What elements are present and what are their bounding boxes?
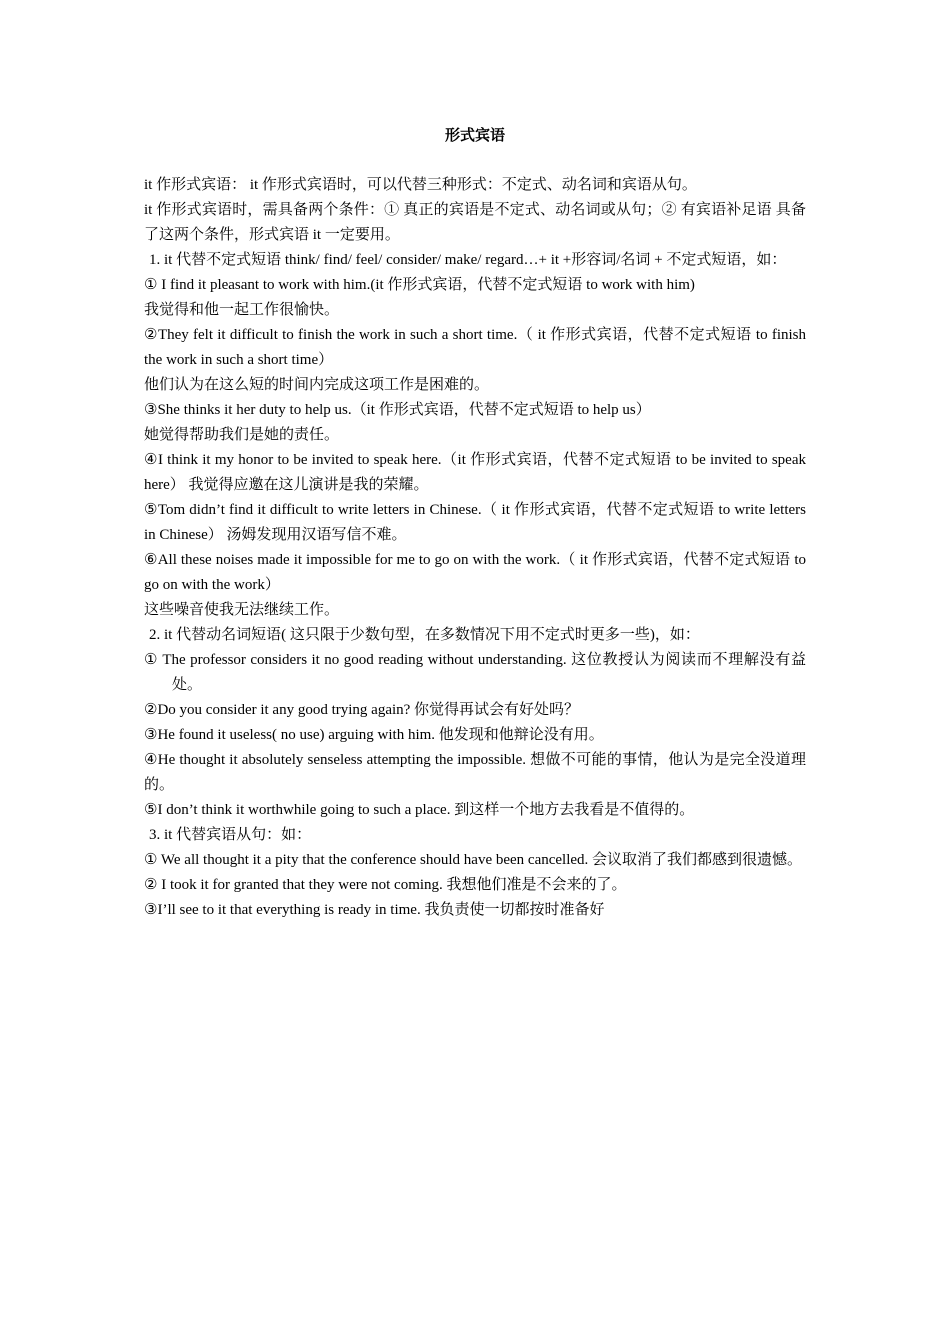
- example-sentence: ③He found it useless( no use) arguing with him. 他发现和他辩论没有用。: [144, 727, 604, 743]
- paragraph-conditions: it 作形式宾语时，需具备两个条件：① 真正的宾语是不定式、动名词或从句；② 有宾语补足语 具备了这两个条件，形式宾语 it 一定要用。: [144, 202, 806, 243]
- example-sentence: ③I’ll see to it that everything is ready in time. 我负责使一切都按时准备好: [144, 902, 605, 918]
- document-page: [144, 124, 806, 923]
- example-translation: 她觉得帮助我们是她的责任。: [144, 427, 340, 443]
- page-title: 形式宾语: [444, 128, 505, 144]
- example-sentence: ②They felt it difficult to finish the work in such a short time.（ it 作形式宾语，代替不定式短语 to finish the work in such a short time）: [144, 327, 806, 368]
- section-heading-infinitive: 1. it 代替不定式短语 think/ find/ feel/ consider/ make/ regard…+ it +形容词/名词 + 不定式短语，如：: [149, 252, 787, 268]
- document-body: [144, 173, 806, 923]
- section-heading-clause: 3. it 代替宾语从句：如：: [149, 827, 312, 843]
- example-sentence: ① We all thought it a pity that the conference should have been cancelled. 会议取消了我们都感到很遗憾。: [144, 852, 803, 868]
- example-sentence: ⑤Tom didn’t find it difficult to write letters in Chinese.（ it 作形式宾语，代替不定式短语 to write letters in Chinese） 汤姆发现用汉语写信不难。: [144, 502, 806, 543]
- example-sentence: ① The professor considers it no good reading without understanding. 这位教授认为阅读而不理解没有益处。: [144, 652, 806, 693]
- example-sentence: ② I took it for granted that they were not coming. 我想他们准是不会来的了。: [144, 877, 627, 893]
- example-translation: 他们认为在这么短的时间内完成这项工作是困难的。: [144, 377, 490, 393]
- paragraph-intro: it 作形式宾语： it 作形式宾语时，可以代替三种形式：不定式、动名词和宾语从句。: [144, 177, 697, 193]
- example-sentence: ③She thinks it her duty to help us.（it 作形式宾语，代替不定式短语 to help us）: [144, 402, 651, 418]
- example-sentence: ④I think it my honor to be invited to speak here.（it 作形式宾语，代替不定式短语 to be invited to speak here） 我觉得应邀在这儿演讲是我的荣耀。: [144, 452, 806, 493]
- example-translation: 这些噪音使我无法继续工作。: [144, 602, 340, 618]
- example-translation: 我觉得和他一起工作很愉快。: [144, 302, 340, 318]
- example-sentence: ⑥All these noises made it impossible for me to go on with the work.（ it 作形式宾语，代替不定式短语 to go on with the work）: [144, 552, 806, 593]
- example-sentence: ②Do you consider it any good trying again? 你觉得再试会有好处吗？: [144, 702, 580, 718]
- example-sentence: ④He thought it absolutely senseless attempting the impossible. 想做不可能的事情，他认为是完全没道理的。: [144, 752, 806, 793]
- example-sentence: ① I find it pleasant to work with him.(it 作形式宾语，代替不定式短语 to work with him): [144, 277, 695, 293]
- example-sentence: ⑤I don’t think it worthwhile going to such a place. 到这样一个地方去我看是不值得的。: [144, 802, 695, 818]
- section-heading-gerund: 2. it 代替动名词短语( 这只限于少数句型，在多数情况下用不定式时更多一些)，如：: [149, 627, 700, 643]
